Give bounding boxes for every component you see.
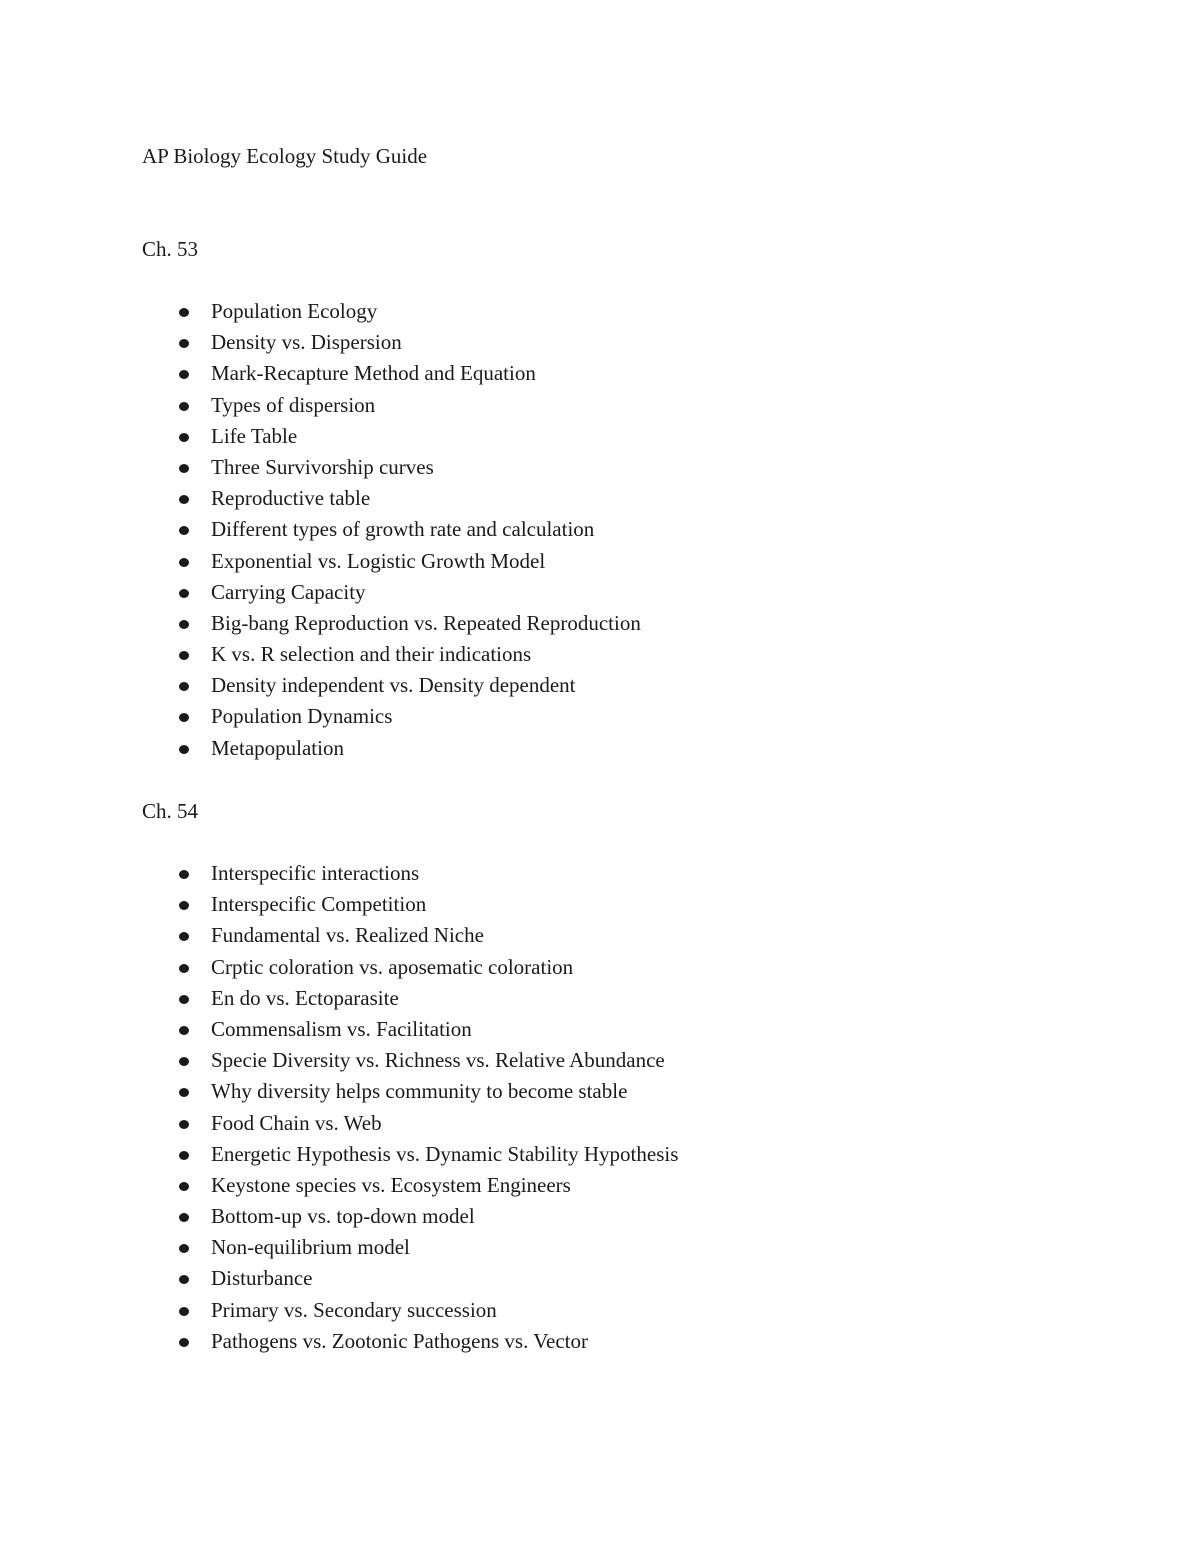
chapter-53-topic-list (0, 297, 641, 765)
list-item-text: Density vs. Dispersion (211, 330, 402, 355)
list-item (0, 422, 641, 453)
bullet-icon (179, 745, 189, 754)
list-item (0, 1233, 678, 1264)
list-item (0, 578, 641, 609)
list-item (0, 484, 641, 515)
bullet-icon (179, 1088, 189, 1097)
list-item-text: Types of dispersion (211, 392, 376, 417)
list-item (0, 609, 641, 640)
bullet-icon (179, 1120, 189, 1129)
bullet-icon (179, 932, 189, 941)
list-item (0, 1264, 678, 1295)
bullet-icon (179, 526, 189, 535)
bullet-icon (179, 1275, 189, 1284)
list-item (0, 671, 641, 702)
list-item-text: Big-bang Reproduction vs. Repeated Reproduction (211, 610, 641, 635)
chapter-heading-53: Ch. 53 (142, 237, 199, 261)
bullet-icon (179, 1307, 189, 1316)
bullet-icon (179, 433, 189, 442)
list-item (0, 640, 641, 671)
list-item (0, 1140, 678, 1171)
bullet-icon (179, 1057, 189, 1066)
list-item-text: Population Ecology (211, 299, 378, 323)
list-item-text: Population Dynamics (211, 704, 393, 729)
bullet-icon (179, 651, 189, 660)
list-item-text: Fundamental vs. Realized Niche (211, 923, 484, 948)
list-item-text: Exponential vs. Logistic Growth Model (211, 548, 546, 573)
list-item-text: Life Table (211, 423, 298, 448)
list-item (0, 953, 678, 984)
list-item (0, 734, 641, 765)
bullet-icon (179, 308, 189, 317)
list-item-text: K vs. R selection and their indications (211, 642, 532, 667)
document-title: AP Biology Ecology Study Guide (142, 144, 428, 168)
bullet-icon (179, 870, 189, 879)
list-item-text: Metapopulation (211, 735, 344, 760)
list-item (0, 297, 641, 328)
list-item (0, 702, 641, 733)
bullet-icon (179, 1182, 189, 1191)
list-item (0, 1109, 678, 1140)
bullet-icon (179, 589, 189, 598)
bullet-icon (179, 495, 189, 504)
list-item (0, 515, 641, 546)
list-item-text: Primary vs. Secondary succession (211, 1297, 497, 1322)
bullet-icon (179, 558, 189, 567)
list-item (0, 547, 641, 578)
list-item (0, 328, 641, 359)
bullet-icon (179, 1244, 189, 1253)
list-item (0, 1015, 678, 1046)
list-item-text: Disturbance (211, 1266, 313, 1291)
list-item (0, 1202, 678, 1233)
bullet-icon (179, 901, 189, 910)
list-item-text: Energetic Hypothesis vs. Dynamic Stability Hypothesis (211, 1141, 679, 1166)
list-item-text: Commensalism vs. Facilitation (211, 1016, 472, 1041)
list-item-text: Different types of growth rate and calculation (211, 517, 595, 542)
list-item-text: Crptic coloration vs. aposematic coloration (211, 954, 574, 979)
chapter-heading-54: Ch. 54 (142, 799, 199, 823)
list-item-text: Why diversity helps community to become stable (211, 1079, 628, 1104)
list-item-text: Bottom-up vs. top-down model (211, 1204, 475, 1229)
list-item (0, 359, 641, 390)
list-item-text: Three Survivorship curves (211, 454, 434, 479)
list-item-text: Interspecific Competition (211, 892, 427, 917)
bullet-icon (179, 464, 189, 473)
list-item-text: Keystone species vs. Ecosystem Engineers (211, 1172, 571, 1197)
list-item-text: Carrying Capacity (211, 579, 366, 604)
list-item (0, 1046, 678, 1077)
list-item-text: Food Chain vs. Web (211, 1110, 382, 1135)
list-item (0, 921, 678, 952)
list-item (0, 1171, 678, 1202)
list-item (0, 984, 678, 1015)
bullet-icon (179, 713, 189, 722)
list-item (0, 1077, 678, 1108)
bullet-icon (179, 1338, 189, 1347)
bullet-icon (179, 1213, 189, 1222)
list-item-text: Specie Diversity vs. Richness vs. Relative Abundance (211, 1048, 665, 1073)
list-item-text: Mark-Recapture Method and Equation (211, 361, 536, 386)
list-item (0, 1296, 678, 1327)
list-item (0, 859, 678, 890)
bullet-icon (179, 995, 189, 1004)
bullet-icon (179, 370, 189, 379)
list-item-text: Pathogens vs. Zootonic Pathogens vs. Vector (211, 1328, 588, 1353)
list-item (0, 453, 641, 484)
list-item-text: Density independent vs. Density dependent (211, 673, 576, 698)
bullet-icon (179, 964, 189, 973)
list-item (0, 890, 678, 921)
list-item (0, 391, 641, 422)
list-item-text: Interspecific interactions (211, 861, 420, 885)
bullet-icon (179, 1026, 189, 1035)
chapter-54-topic-list (0, 859, 678, 1358)
list-item-text: Non-equilibrium model (211, 1235, 410, 1260)
bullet-icon (179, 1151, 189, 1160)
bullet-icon (179, 402, 189, 411)
list-item-text: Reproductive table (211, 486, 371, 511)
bullet-icon (179, 620, 189, 629)
list-item-text: En do vs. Ectoparasite (211, 985, 399, 1010)
list-item (0, 1327, 678, 1358)
bullet-icon (179, 682, 189, 691)
bullet-icon (179, 339, 189, 348)
